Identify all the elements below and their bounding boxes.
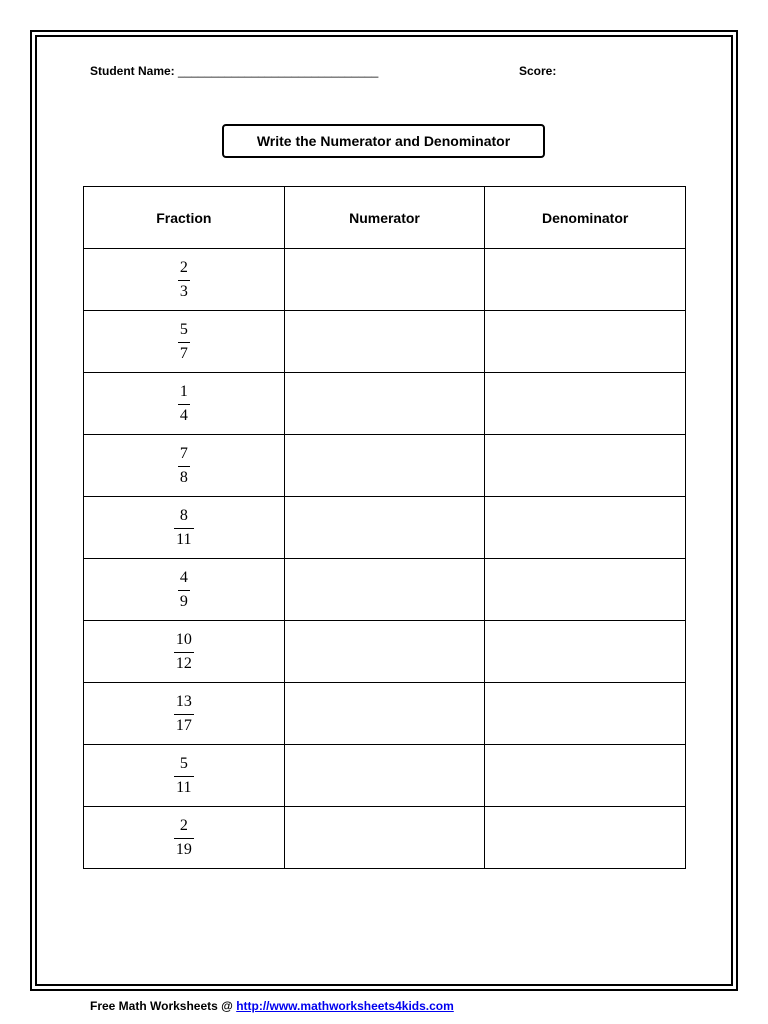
fraction-numerator: 10 bbox=[175, 630, 192, 648]
fraction-cell bbox=[84, 683, 285, 745]
fraction-numerator: 7 bbox=[179, 444, 188, 462]
fraction-bar bbox=[174, 528, 193, 529]
denominator-answer-cell[interactable] bbox=[485, 373, 686, 435]
numerator-answer-cell[interactable] bbox=[284, 745, 485, 807]
table-row bbox=[84, 559, 686, 621]
denominator-answer-cell[interactable] bbox=[485, 745, 686, 807]
numerator-answer-cell[interactable] bbox=[284, 249, 485, 311]
table-row bbox=[84, 311, 686, 373]
table-row bbox=[84, 373, 686, 435]
fraction-denominator: 17 bbox=[175, 716, 192, 734]
numerator-answer-cell[interactable] bbox=[284, 497, 485, 559]
fraction-cell bbox=[84, 249, 285, 311]
fraction-cell bbox=[84, 807, 285, 869]
fraction-denominator: 11 bbox=[176, 530, 192, 548]
student-name-label: Student Name: bbox=[90, 64, 175, 78]
denominator-answer-cell[interactable] bbox=[485, 435, 686, 497]
fraction-denominator: 7 bbox=[179, 344, 188, 362]
fraction-cell bbox=[84, 311, 285, 373]
fraction-numerator: 1 bbox=[179, 382, 188, 400]
fraction bbox=[174, 631, 194, 673]
fraction bbox=[174, 507, 193, 549]
denominator-answer-cell[interactable] bbox=[485, 311, 686, 373]
fraction bbox=[178, 445, 190, 487]
fraction-cell bbox=[84, 435, 285, 497]
numerator-answer-cell[interactable] bbox=[284, 311, 485, 373]
fraction bbox=[178, 569, 190, 611]
fraction-cell bbox=[84, 497, 285, 559]
fraction-table bbox=[83, 186, 686, 869]
score-label: Score: bbox=[519, 64, 557, 78]
table-row bbox=[84, 249, 686, 311]
fraction-bar bbox=[174, 652, 194, 653]
denominator-answer-cell[interactable] bbox=[485, 249, 686, 311]
fraction-denominator: 11 bbox=[176, 778, 192, 796]
fraction-bar bbox=[178, 280, 190, 281]
fraction-numerator: 4 bbox=[179, 568, 188, 586]
fraction-numerator: 13 bbox=[175, 692, 192, 710]
numerator-answer-cell[interactable] bbox=[284, 435, 485, 497]
fraction-numerator: 2 bbox=[179, 816, 188, 834]
footer-label: Free Math Worksheets @ bbox=[90, 999, 237, 1013]
fraction-bar bbox=[174, 776, 193, 777]
column-header-denominator: Denominator bbox=[485, 187, 686, 249]
denominator-answer-cell[interactable] bbox=[485, 683, 686, 745]
table-row bbox=[84, 683, 686, 745]
fraction-bar bbox=[174, 838, 194, 839]
fraction-numerator: 8 bbox=[179, 506, 188, 524]
fraction-cell bbox=[84, 745, 285, 807]
student-name-field bbox=[90, 64, 378, 78]
fraction-cell bbox=[84, 621, 285, 683]
numerator-answer-cell[interactable] bbox=[284, 559, 485, 621]
fraction bbox=[178, 259, 190, 301]
table-header-row bbox=[84, 187, 686, 249]
column-header-fraction: Fraction bbox=[84, 187, 285, 249]
table-row bbox=[84, 435, 686, 497]
fraction-denominator: 12 bbox=[175, 654, 192, 672]
table-row bbox=[84, 807, 686, 869]
denominator-answer-cell[interactable] bbox=[485, 559, 686, 621]
numerator-answer-cell[interactable] bbox=[284, 373, 485, 435]
denominator-answer-cell[interactable] bbox=[485, 621, 686, 683]
fraction-bar bbox=[178, 466, 190, 467]
fraction-denominator: 19 bbox=[175, 840, 192, 858]
footer-link[interactable]: http://www.mathworksheets4kids.com bbox=[236, 999, 454, 1013]
fraction bbox=[174, 693, 194, 735]
fraction-numerator: 5 bbox=[179, 754, 188, 772]
table-row bbox=[84, 621, 686, 683]
fraction-denominator: 3 bbox=[179, 282, 188, 300]
fraction-cell bbox=[84, 559, 285, 621]
table-row bbox=[84, 745, 686, 807]
denominator-answer-cell[interactable] bbox=[485, 497, 686, 559]
score-field bbox=[519, 64, 556, 78]
fraction bbox=[174, 817, 194, 859]
fraction-bar bbox=[178, 590, 190, 591]
fraction-bar bbox=[174, 714, 194, 715]
table-row bbox=[84, 497, 686, 559]
numerator-answer-cell[interactable] bbox=[284, 683, 485, 745]
denominator-answer-cell[interactable] bbox=[485, 807, 686, 869]
fraction-cell bbox=[84, 373, 285, 435]
fraction-bar bbox=[178, 404, 190, 405]
fraction-numerator: 5 bbox=[179, 320, 188, 338]
fraction bbox=[174, 755, 193, 797]
fraction-denominator: 4 bbox=[179, 406, 188, 424]
numerator-answer-cell[interactable] bbox=[284, 807, 485, 869]
fraction-bar bbox=[178, 342, 190, 343]
worksheet-title: Write the Numerator and Denominator bbox=[222, 124, 545, 158]
fraction-numerator: 2 bbox=[179, 258, 188, 276]
footer bbox=[90, 999, 454, 1013]
fraction-denominator: 8 bbox=[179, 468, 188, 486]
fraction-denominator: 9 bbox=[179, 592, 188, 610]
fraction bbox=[178, 383, 190, 425]
numerator-answer-cell[interactable] bbox=[284, 621, 485, 683]
student-name-blank[interactable]: ______________________________ bbox=[178, 64, 379, 78]
column-header-numerator: Numerator bbox=[284, 187, 485, 249]
fraction bbox=[178, 321, 190, 363]
